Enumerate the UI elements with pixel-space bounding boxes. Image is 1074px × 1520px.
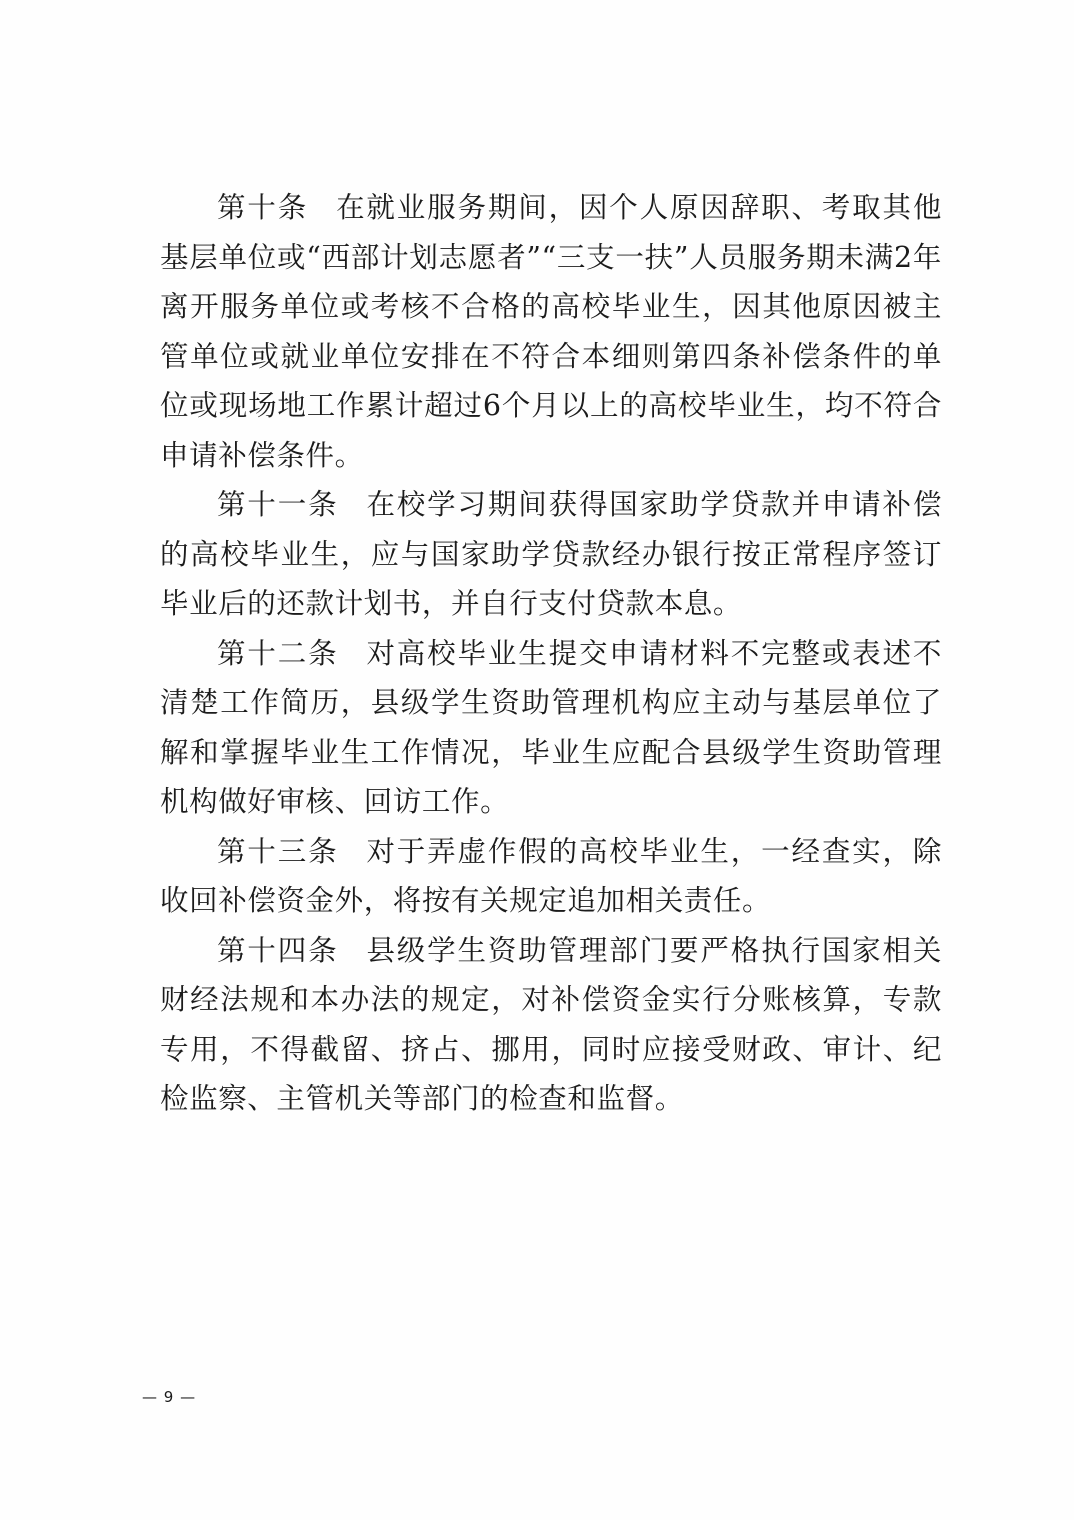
page-number: — 9 — — [142, 1388, 197, 1406]
document-body — [160, 183, 942, 1124]
article-number: 第十二条 — [217, 636, 339, 670]
article-number: 第十条 — [217, 191, 309, 224]
article-text: 在校学习期间获得国家助学贷款并申请补偿的高校毕业生，应与国家助学贷款经办银行按正常程序签订毕业后的还款计划书，并自行支付贷款本息。 — [160, 488, 942, 620]
article-11 — [160, 480, 942, 629]
article-text: 对高校毕业生提交申请材料不完整或表述不清楚工作简历，县级学生资助管理机构应主动与基层单位了解和掌握毕业生工作情况，毕业生应配合县级学生资助管理机构做好审核、回访工作。 — [160, 636, 942, 818]
article-text: 对于弄虚作假的高校毕业生，一经查实，除收回补偿资金外，将按有关规定追加相关责任。 — [160, 834, 942, 917]
article-text: 县级学生资助管理部门要严格执行国家相关财经法规和本办法的规定，对补偿资金实行分账核算，专款专用，不得截留、挤占、挪用，同时应接受财政、审计、纪检监察、主管机关等部门的检查和监督。 — [160, 933, 942, 1115]
article-14 — [160, 926, 942, 1124]
article-12 — [160, 629, 942, 827]
article-number: 第十一条 — [217, 488, 339, 521]
article-number: 第十三条 — [217, 834, 339, 868]
article-number: 第十四条 — [217, 933, 339, 967]
article-13 — [160, 827, 942, 926]
article-text: 在就业服务期间，因个人原因辞职、考取其他基层单位或“西部计划志愿者”“三支一扶”人员服务期未满2年离开服务单位或考核不合格的高校毕业生，因其他原因被主管单位或就业单位安排在不符合本细则第四条补偿条件的单位或现场地工作累计超过6个月以上的高校毕业生，均不符合申请补偿条件。 — [160, 191, 942, 472]
article-10 — [160, 183, 942, 480]
